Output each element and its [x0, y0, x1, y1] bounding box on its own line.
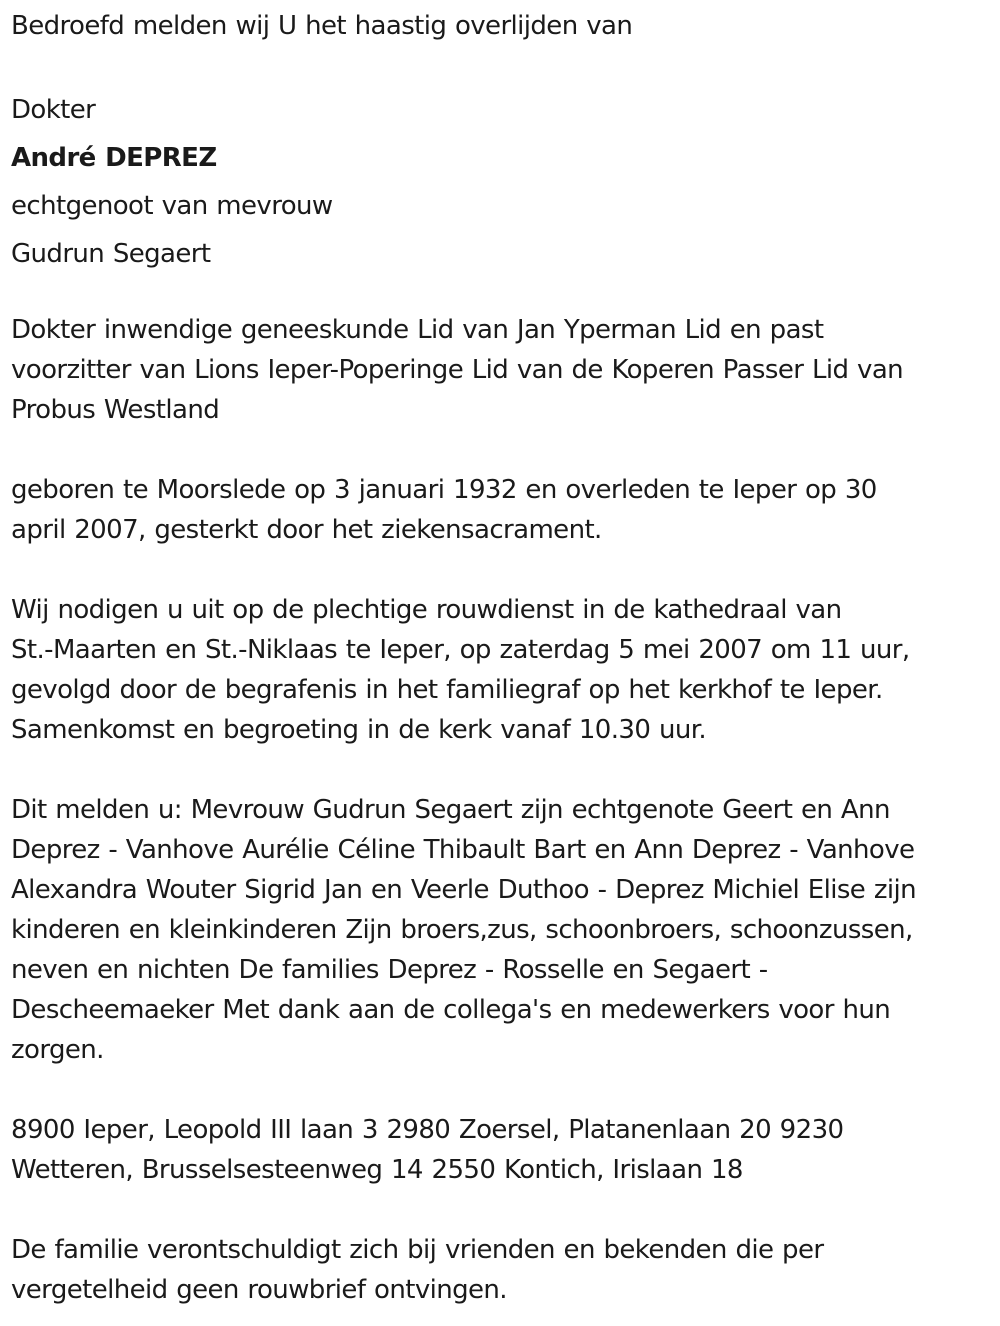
paragraph-line: Descheemaeker Met dank aan de collega's en medewerkers voor hun — [11, 995, 891, 1025]
paragraph-line: De familie verontschuldigt zich bij vrienden en bekenden die per — [11, 1235, 824, 1265]
paragraph-line: neven en nichten De families Deprez - Rosselle en Segaert - — [11, 955, 768, 985]
spacer — [11, 278, 986, 310]
spacer — [11, 46, 986, 86]
paragraph-line: zorgen. — [11, 1035, 104, 1065]
deceased-title: Dokter — [11, 95, 96, 125]
ceremony-paragraph — [11, 590, 986, 750]
spacer — [11, 750, 986, 790]
spacer — [11, 550, 986, 590]
spacer — [11, 430, 986, 470]
paragraph-line: Samenkomst en begroeting in de kerk vanaf 10.30 uur. — [11, 715, 707, 745]
paragraph-line: Dit melden u: Mevrouw Gudrun Segaert zijn echtgenote Geert en Ann — [11, 795, 890, 825]
paragraph-line: Dokter inwendige geneeskunde Lid van Jan Yperman Lid en past — [11, 315, 824, 345]
birth-death-paragraph — [11, 470, 986, 550]
spouse-label: echtgenoot van mevrouw — [11, 191, 333, 221]
deceased-name: André DEPREZ — [11, 143, 217, 173]
paragraph-line: kinderen en kleinkinderen Zijn broers,zus, schoonbroers, schoonzussen, — [11, 915, 913, 945]
paragraph-line: Alexandra Wouter Sigrid Jan en Veerle Duthoo - Deprez Michiel Elise zijn — [11, 875, 917, 905]
paragraph-line: gevolgd door de begrafenis in het familiegraf op het kerkhof te Ieper. — [11, 675, 883, 705]
spacer — [11, 1190, 986, 1230]
paragraph-line: 8900 Ieper, Leopold III laan 3 2980 Zoersel, Platanenlaan 20 9230 — [11, 1115, 844, 1145]
family-paragraph — [11, 790, 986, 1070]
paragraph-line: april 2007, gesterkt door het ziekensacrament. — [11, 515, 602, 545]
paragraph-line: vergetelheid geen rouwbrief ontvingen. — [11, 1275, 507, 1305]
paragraph-line: geboren te Moorslede op 3 januari 1932 en overleden te Ieper op 30 — [11, 475, 877, 505]
paragraph-line: Deprez - Vanhove Aurélie Céline Thibault Bart en Ann Deprez - Vanhove — [11, 835, 915, 865]
paragraph-line: Probus Westland — [11, 395, 220, 425]
paragraph-line: St.-Maarten en St.-Niklaas te Ieper, op zaterdag 5 mei 2007 om 11 uur, — [11, 635, 910, 665]
address-paragraph — [11, 1110, 986, 1190]
spouse-name: Gudrun Segaert — [11, 239, 211, 269]
spacer — [11, 1070, 986, 1110]
apology-paragraph — [11, 1230, 986, 1310]
paragraph-line: Wij nodigen u uit op de plechtige rouwdienst in de kathedraal van — [11, 595, 842, 625]
death-notice — [11, 6, 986, 1310]
profession-paragraph — [11, 310, 986, 430]
paragraph-line: Wetteren, Brusselsesteenweg 14 2550 Kontich, Irislaan 18 — [11, 1155, 743, 1185]
paragraph-line: voorzitter van Lions Ieper-Poperinge Lid van de Koperen Passer Lid van — [11, 355, 904, 385]
intro-text: Bedroefd melden wij U het haastig overlijden van — [11, 11, 633, 41]
